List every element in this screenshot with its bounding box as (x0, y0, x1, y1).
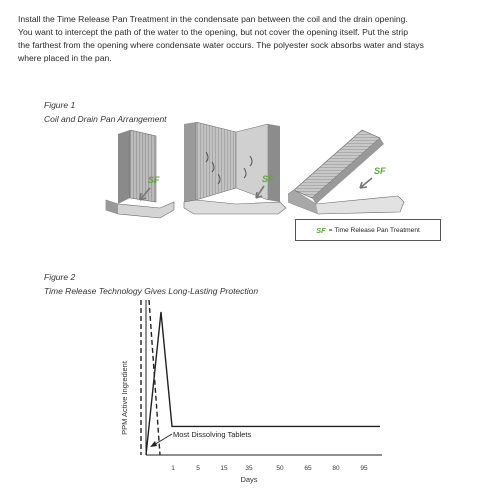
sf-legend-mark: SF (316, 225, 326, 235)
y-axis-label: PPM Active Ingredient (120, 361, 129, 435)
x-tick-label: 5 (196, 465, 200, 472)
x-tick-label: 35 (245, 465, 253, 472)
figure2-caption: Time Release Technology Gives Long-Lasting Protection (44, 286, 259, 296)
intro-line: the farthest from the opening where condensate water occurs. The polyester sock absorbs water and stays (18, 40, 424, 50)
legend-text: = Time Release Pan Treatment (328, 226, 420, 234)
intro-line: where placed in the pan. (18, 53, 112, 63)
x-tick-label: 65 (304, 465, 312, 472)
x-axis-label: Days (240, 475, 258, 484)
figure1-label: Figure 1 (44, 100, 76, 110)
figure1-caption: Coil and Drain Pan Arrangement (44, 114, 167, 124)
x-tick-label: 15 (220, 465, 228, 472)
x-tick-label: 80 (332, 465, 340, 472)
annotation-label: Most Dissolving Tablets (173, 430, 252, 439)
intro-line: You want to intercept the path of the water to the opening, but not cover the opening itself. Put the strip (18, 27, 408, 37)
x-tick-label: 1 (171, 465, 175, 472)
sf-mark: SF (148, 175, 160, 185)
sf-mark: SF (262, 174, 274, 184)
x-tick-label: 50 (276, 465, 284, 472)
sf-mark: SF (374, 166, 386, 176)
intro-line: Install the Time Release Pan Treatment in the condensate pan between the coil and the drain opening. (18, 14, 408, 24)
annotation-arrowhead (150, 441, 157, 447)
figure2-label: Figure 2 (44, 272, 76, 282)
x-tick-label: 95 (360, 465, 368, 472)
